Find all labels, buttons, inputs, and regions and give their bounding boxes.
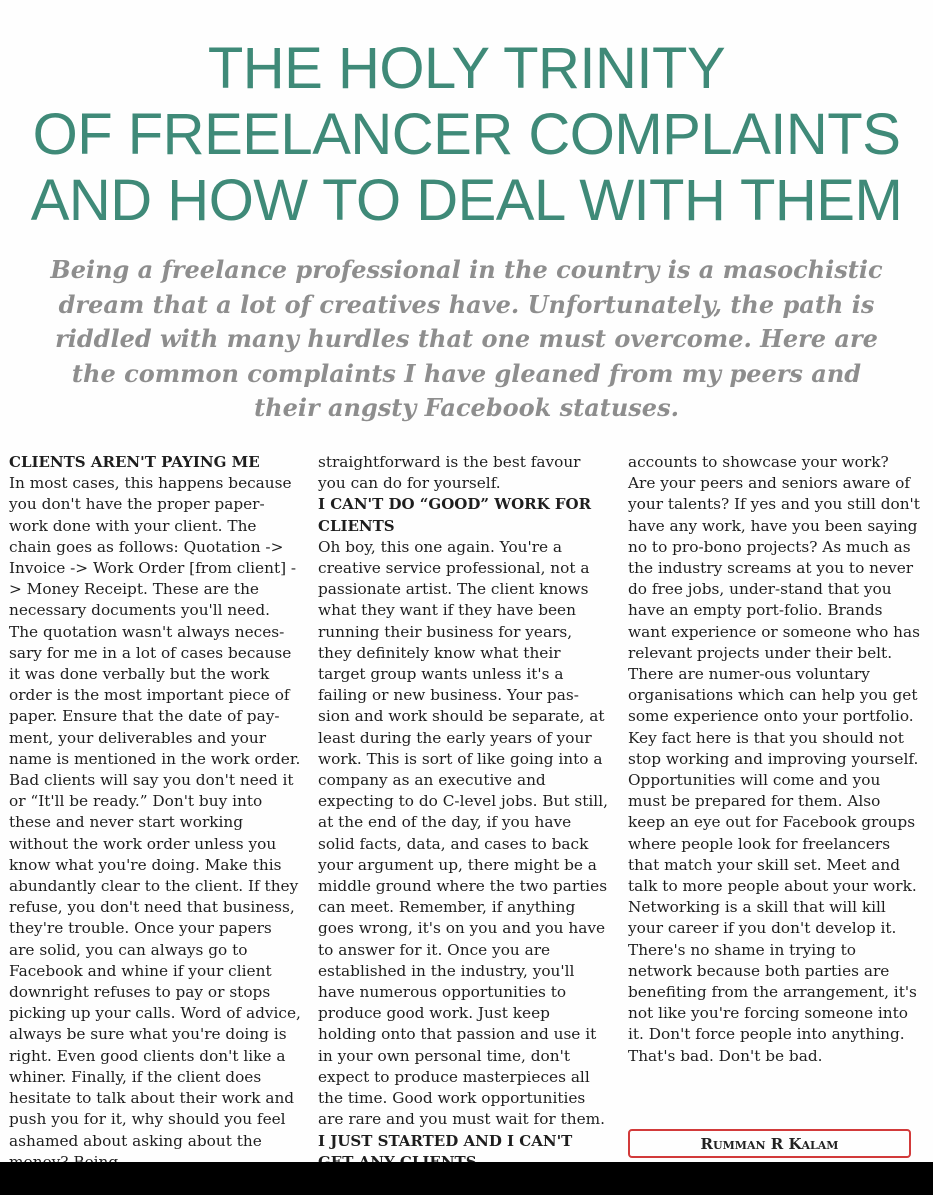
section-body: In most cases, this happens because you don't have the proper paper-work done with your client. The chain goes as follows: Quotation -> Invoice -> Work Order [from client] -> Money Receipt. These are the necessary documents you'll need. The quotation wasn't always neces-sary for me in a lot of cases because it was done verbally but the work order is the most important piece of paper. Ensure that the date of pay-ment, your deliverables and your name is mentioned in the work order. Bad clients will say you don't need it or “It'll be ready.” Don't buy into these and never start working without the work order unless you know what you're doing. Make this abundantly clear to the client. If they refuse, you don't need that business, they're trouble. Once your papers are solid, you can always go to Facebook and whine if your client downright refuses to pay or stops picking up your calls. Word of advice, always be sure what you're doing is right. Even good clients don't like a whiner. Finally, if the client does hesitate to talk about their work and push you for it, why should you feel ashamed about asking about the	[9, 474, 301, 1150]
column-2	[318, 452, 610, 1194]
column-1	[9, 452, 301, 1173]
section-heading: I JUST STARTED AND I CAN'T	[318, 1131, 573, 1150]
section-body: accounts to showcase your work? Are your peers and seniors aware of your talents? If yes and you still don't have any work, have you been saying no to pro-bono projects? As much as the industry screams at you to never do free jobs, under-stand that you have an empty port-folio. Brands want experience or someone who has relevant projects under their belt. There are numer-ous voluntary organisations which can help you get some experience onto your portfolio. Key fact here is that you should not stop working and improving yourself. Opportunities will come and you must be prepared for them. Also keep an eye out for Facebook groups where people look for freelancers that match your skill set. Meet and talk to more people about your work. Networking is a skill that will kill your career if you don't develop it. There's no shame in trying to network because both parties are benefiting from the arrangement, it's not like you're forcing someone into it. Don't force people into anything. That's bad. Don't be bad.	[628, 453, 921, 1065]
bottom-bar	[0, 1162, 933, 1195]
section-heading: I CAN'T DO “GOOD” WORK FOR CLIENTS	[318, 495, 592, 535]
section-heading: CLIENTS AREN'T PAYING ME	[9, 453, 260, 471]
column-3	[628, 452, 920, 1067]
article-title	[0, 36, 933, 234]
title-line: OF FREELANCER COMPLAINTS	[32, 102, 901, 167]
section-body: Oh boy, this one again. You're a creative service professional, not a passionate artist. The client knows what they want if they have been running their business for years, they definitely know what their target group wants unless it's a failing or new business. Your pas-sion and work should be separate, at least during the early years of your work. This is sort of like going into a company as an executive and expecting to do C-level jobs. But still, at the end of the day, if you have solid facts, data, and cases to back your argument up, there might be a middle ground where the two parties can meet. Remember, if anything goes wrong, it's on you and you have to answer for it. Once you are established in the industry, you'll have numerous opportunities to produce good work. Just keep holding onto that passion and use it in your own personal time, don't expect to produce masterpieces all the time. Good work opportunities are rare and you must wait for them.	[318, 537, 608, 1129]
article-intro: Being a freelance professional in the country is a masochistic dream that a lot of creatives have. Unfortunately, the path is riddled with many hurdles that one must overcome. Here are the common complaints I have gleaned from my peers and their angsty Facebook statuses.	[50, 255, 883, 422]
author-byline: Rumman R Kalam	[628, 1129, 911, 1158]
section-body: straightforward is the best favour you can do for yourself.	[318, 453, 581, 493]
title-line: THE HOLY TRINITY	[207, 36, 726, 101]
title-line: AND HOW TO DEAL WITH THEM	[30, 168, 903, 233]
